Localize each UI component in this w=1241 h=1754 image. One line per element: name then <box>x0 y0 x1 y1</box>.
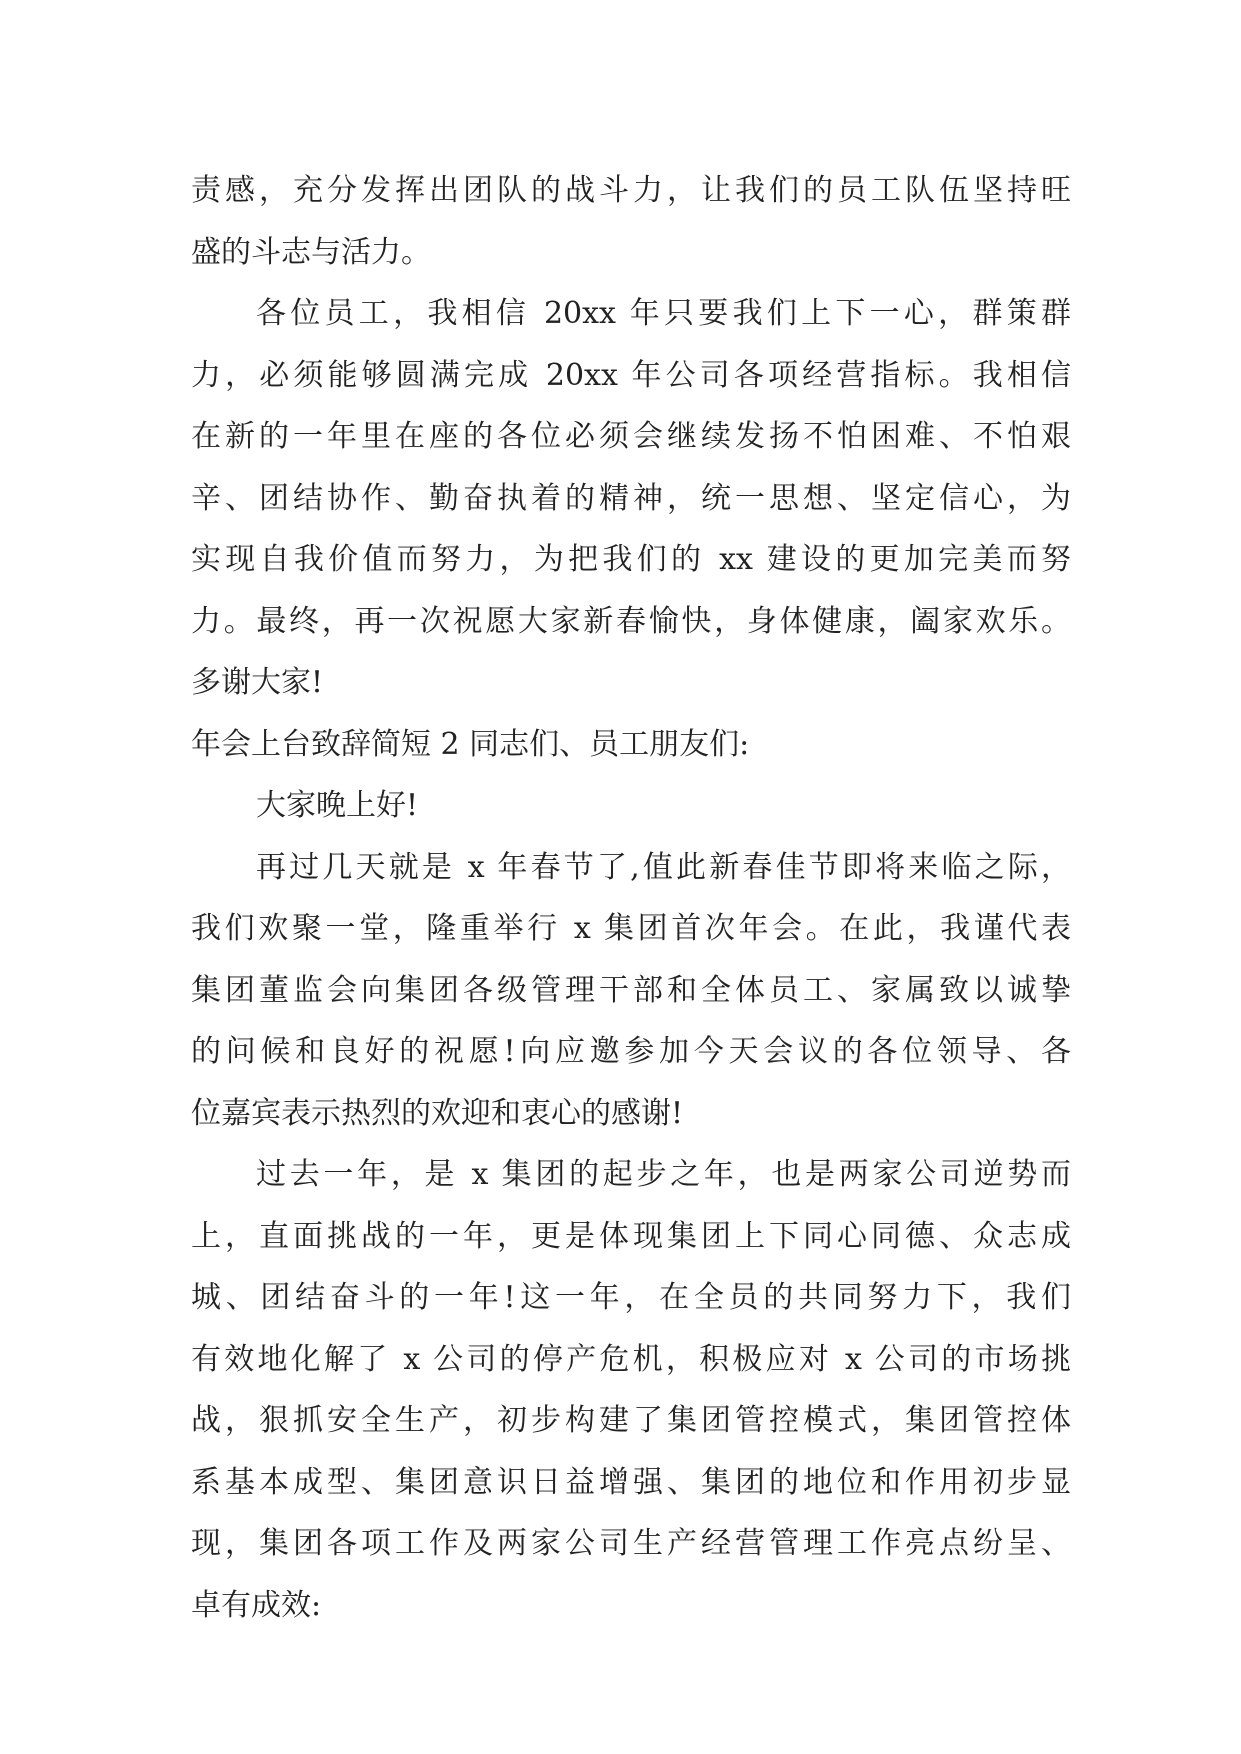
section-heading: 年会上台致辞简短 2 同志们、员工朋友们: <box>191 726 750 762</box>
text-line: 实现自我价值而努力，为把我们的 xx 建设的更加完美而努 <box>191 542 1071 577</box>
text-line: 卓有成效: <box>191 1587 322 1623</box>
text-line: 城、团结奋斗的一年!这一年，在全员的共同努力下，我们 <box>191 1280 1071 1315</box>
text-line: 战，狠抓安全生产，初步构建了集团管控模式，集团管控体 <box>191 1403 1071 1438</box>
document-body <box>191 160 1071 1636</box>
text-line: 现，集团各项工作及两家公司生产经营管理工作亮点纷呈、 <box>191 1526 1071 1561</box>
text-line: 集团董监会向集团各级管理干部和全体员工、家属致以诚挚 <box>191 972 1071 1008</box>
text-line: 力，必须能够圆满完成 20xx 年公司各项经营指标。我相信 <box>191 357 1071 393</box>
text-line: 上，直面挑战的一年，更是体现集团上下同心同德、众志成 <box>191 1218 1071 1254</box>
text-line: 位嘉宾表示热烈的欢迎和衷心的感谢! <box>191 1095 684 1131</box>
text-line: 辛、团结协作、勤奋执着的精神，统一思想、坚定信心，为 <box>191 480 1071 516</box>
text-line: 多谢大家! <box>191 665 324 700</box>
text-line: 有效地化解了 x 公司的停产危机，积极应对 x 公司的市场挑 <box>191 1341 1071 1377</box>
text-line: 责感，充分发挥出团队的战斗力，让我们的员工队伍坚持旺 <box>191 173 1071 208</box>
text-line: 再过几天就是 x 年春节了,值此新春佳节即将来临之际， <box>256 849 1071 885</box>
text-line: 在新的一年里在座的各位必须会继续发扬不怕困难、不怕艰 <box>191 419 1071 454</box>
text-line: 过去一年，是 x 集团的起步之年，也是两家公司逆势而 <box>256 1157 1071 1192</box>
text-line: 盛的斗志与活力。 <box>191 234 431 270</box>
text-line: 我们欢聚一堂，隆重举行 x 集团首次年会。在此，我谨代表 <box>191 911 1071 946</box>
text-line: 系基本成型、集团意识日益增强、集团的地位和作用初步显 <box>191 1464 1071 1500</box>
text-line: 力。最终，再一次祝愿大家新春愉快，身体健康，阖家欢乐。 <box>191 603 1071 639</box>
text-line: 各位员工，我相信 20xx 年只要我们上下一心，群策群 <box>256 296 1071 331</box>
text-line: 大家晚上好! <box>256 788 419 823</box>
text-line: 的问候和良好的祝愿!向应邀参加今天会议的各位领导、各 <box>191 1034 1071 1069</box>
